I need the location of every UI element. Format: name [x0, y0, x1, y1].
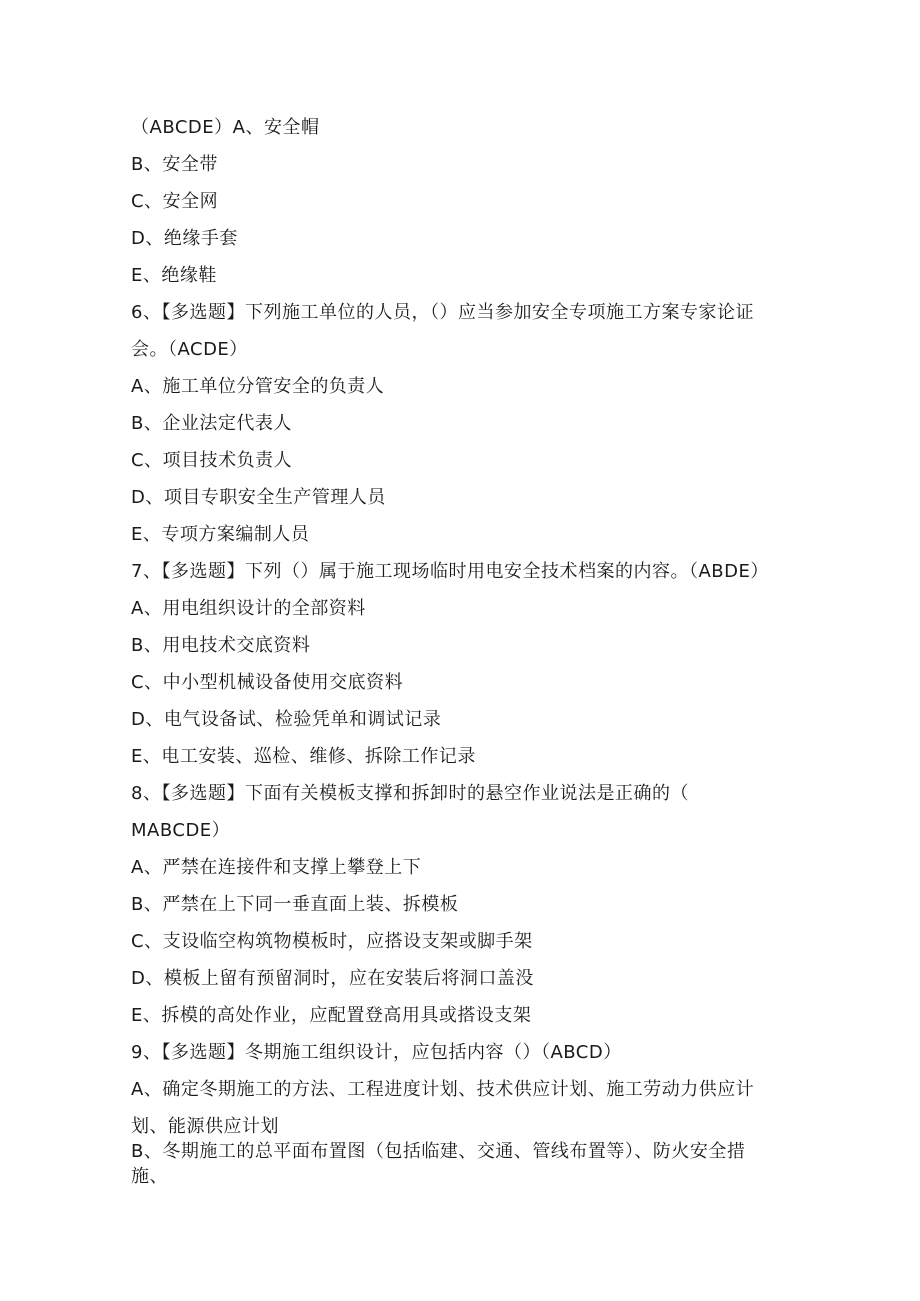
option-line: E、拆模的高处作业，应配置登高用具或搭设支架 [131, 1005, 532, 1026]
option-line: E、专项方案编制人员 [131, 524, 310, 545]
option-line: A、确定冬期施工的方法、工程进度计划、技术供应计划、施工劳动力供应计 [131, 1079, 755, 1100]
question-6-line: 会。（ACDE） [131, 339, 248, 360]
option-line: A、用电组织设计的全部资料 [131, 598, 366, 619]
option-line: E、绝缘鞋 [131, 265, 217, 286]
option-line: A、严禁在连接件和支撑上攀登上下 [131, 857, 422, 878]
option-line: B、安全带 [131, 154, 218, 175]
option-line: C、中小型机械设备使用交底资料 [131, 672, 404, 693]
option-line: 施、 [131, 1166, 168, 1187]
question-7-line: 7、【多选题】下列（）属于施工现场临时用电安全技术档案的内容。（ABDE） [131, 561, 769, 582]
option-line: C、安全网 [131, 191, 219, 212]
option-line: B、企业法定代表人 [131, 413, 292, 434]
option-line: D、项目专职安全生产管理人员 [131, 487, 386, 508]
option-line: D、电气设备试、检验凭单和调试记录 [131, 709, 442, 730]
option-line: D、模板上留有预留洞时，应在安装后将洞口盖没 [131, 968, 534, 989]
answer-line: （ABCDE）A、安全帽 [131, 117, 320, 138]
option-line: B、严禁在上下同一垂直面上装、拆模板 [131, 894, 459, 915]
option-line: A、施工单位分管安全的负责人 [131, 376, 385, 397]
option-line: B、冬期施工的总平面布置图（包括临建、交通、管线布置等）、防火安全措 [131, 1141, 746, 1162]
option-line: 划、能源供应计划 [131, 1116, 279, 1137]
question-6-line: 6、【多选题】下列施工单位的人员，（）应当参加安全专项施工方案专家论证 [131, 302, 754, 323]
question-8-line: MABCDE） [131, 820, 231, 841]
question-9-line: 9、【多选题】冬期施工组织设计，应包括内容（）（ABCD） [131, 1042, 622, 1063]
option-line: E、电工安装、巡检、维修、拆除工作记录 [131, 746, 476, 767]
option-line: B、用电技术交底资料 [131, 635, 311, 656]
option-line: D、绝缘手套 [131, 228, 238, 249]
question-8-line: 8、【多选题】下面有关模板支撑和拆卸时的悬空作业说法是正确的（ [131, 783, 689, 804]
option-line: C、项目技术负责人 [131, 450, 293, 471]
option-line: C、支设临空构筑物模板时，应搭设支架或脚手架 [131, 931, 533, 952]
